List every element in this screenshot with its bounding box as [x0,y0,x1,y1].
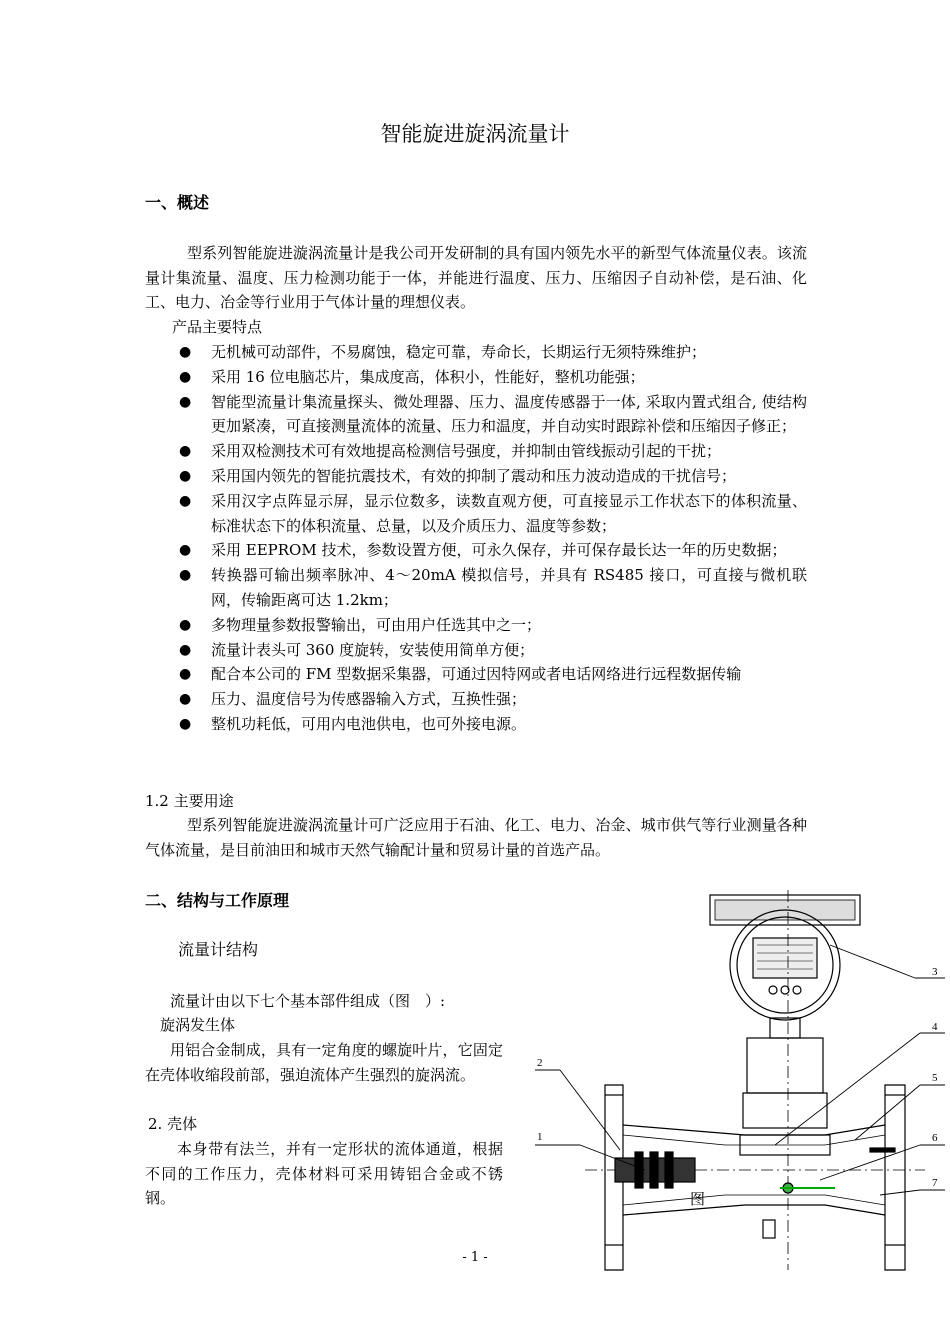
list-item: ● 压力、温度信号为传感器输入方式，互换性强； [145,687,807,712]
flowmeter-drawing [525,890,950,1310]
list-item: ● 无机械可动部件，不易腐蚀，稳定可靠，寿命长，长期运行无须特殊维护； [145,340,807,365]
list-item: ● 采用双检测技术可有效地提高检测信号强度，并抑制由管线振动引起的干扰； [145,439,807,464]
subheading-structure: 流量计结构 [178,940,259,959]
page-number: - 1 - [462,1250,488,1265]
section-heading-overview: 一、概述 [145,193,210,212]
component-1-text: 用铝合金制成，具有一定角度的螺旋叶片，它固定在壳体收缩段前部，强迫流体产生强烈的旋涡流。 [145,1041,503,1084]
components-intro: 流量计由以下七个基本部件组成（图 ）: [170,992,446,1010]
usage-paragraph: 型系列智能旋进漩涡流量计可广泛应用于石油、化工、电力、冶金、城市供气等行业测量各种气体流量，是目前油田和城市天然气输配计量和贸易计量的首选产品。 [145,816,807,859]
component-2-title: 2. 壳体 [148,1115,198,1133]
callout-1: 1 [537,1131,543,1143]
component-1-title: 旋涡发生体 [160,1016,236,1034]
callout-3: 3 [932,966,938,978]
list-item: ● 采用 EEPROM 技术，参数设置方便，可永久保存，并可保存最长达一年的历史数据； [145,538,807,563]
component-2-text: 本身带有法兰，并有一定形状的流体通道，根据不同的工作压力，壳体材料可采用铸铝合金或不锈钢。 [145,1140,503,1207]
bullet-icon: ● [179,616,192,633]
callout-6: 6 [932,1132,938,1144]
features-title: 产品主要特点 [172,318,263,336]
list-item: ● 流量计表头可 360 度旋转，安装使用简单方便； [145,638,807,663]
bullet-icon: ● [179,666,192,683]
bullet-icon: ● [179,691,192,708]
list-item: ● 采用 16 位电脑芯片，集成度高，体积小，性能好，整机功能强； [145,365,807,390]
bullet-icon: ● [179,344,192,360]
bullet-icon: ● [179,641,192,658]
list-item: ● 配合本公司的 FM 型数据采集器，可通过因特网或者电话网络进行远程数据传输 [145,662,807,687]
list-item: ● 智能型流量计集流量探头、微处理器、压力、温度传感器于一体, 采取内置式组合, 使结构更加紧凑，可直接测量流体的流量、压力和温度，并自动实时跟踪补偿和压缩因子修正； [145,390,807,440]
callout-4: 4 [932,1021,938,1033]
overview-paragraph: 型系列智能旋进漩涡流量计是我公司开发研制的具有国内领先水平的新型气体流量仪表。该流量计集流量、温度、压力检测功能于一体，并能进行温度、压力、压缩因子自动补偿，是石油、化工、电力、冶金等行业用于气体计量的理想仪表。 [145,244,807,311]
bullet-icon: ● [179,715,192,732]
list-item: ● 多物理量参数报警输出，可由用户任选其中之一； [145,613,807,638]
bullet-icon: ● [179,467,192,484]
callout-2: 2 [537,1057,543,1069]
list-item: ● 采用汉字点阵显示屏，显示位数多，读数直观方便，可直接显示工作状态下的体积流量、标准状态下的体积流量、总量，以及介质压力、温度等参数； [145,489,807,539]
list-item: ● 整机功耗低，可用内电池供电，也可外接电源。 [145,712,807,737]
usage-title: 1.2 主要用途 [145,792,234,810]
list-item: ● 转换器可输出频率脉冲、4～20mA 模拟信号，并具有 RS485 接口，可直接与微机联网，传输距离可达 1.2km； [145,563,807,613]
bullet-icon: ● [179,567,192,584]
bullet-icon: ● [179,393,192,410]
converter-head [710,895,860,1128]
list-item: ● 采用国内领先的智能抗震技术，有效的抑制了震动和压力波动造成的干扰信号； [145,464,807,489]
figure-label: 图 [690,1190,706,1208]
feature-list [145,340,807,737]
bullet-icon: ● [179,492,192,509]
page-title: 智能旋进旋涡流量计 [380,122,570,146]
bullet-icon: ● [179,443,192,460]
callout-7: 7 [932,1177,938,1189]
bullet-icon: ● [179,542,192,559]
callout-5: 5 [932,1072,938,1084]
section-heading-structure: 二、结构与工作原理 [145,891,290,910]
bullet-icon: ● [179,368,192,385]
